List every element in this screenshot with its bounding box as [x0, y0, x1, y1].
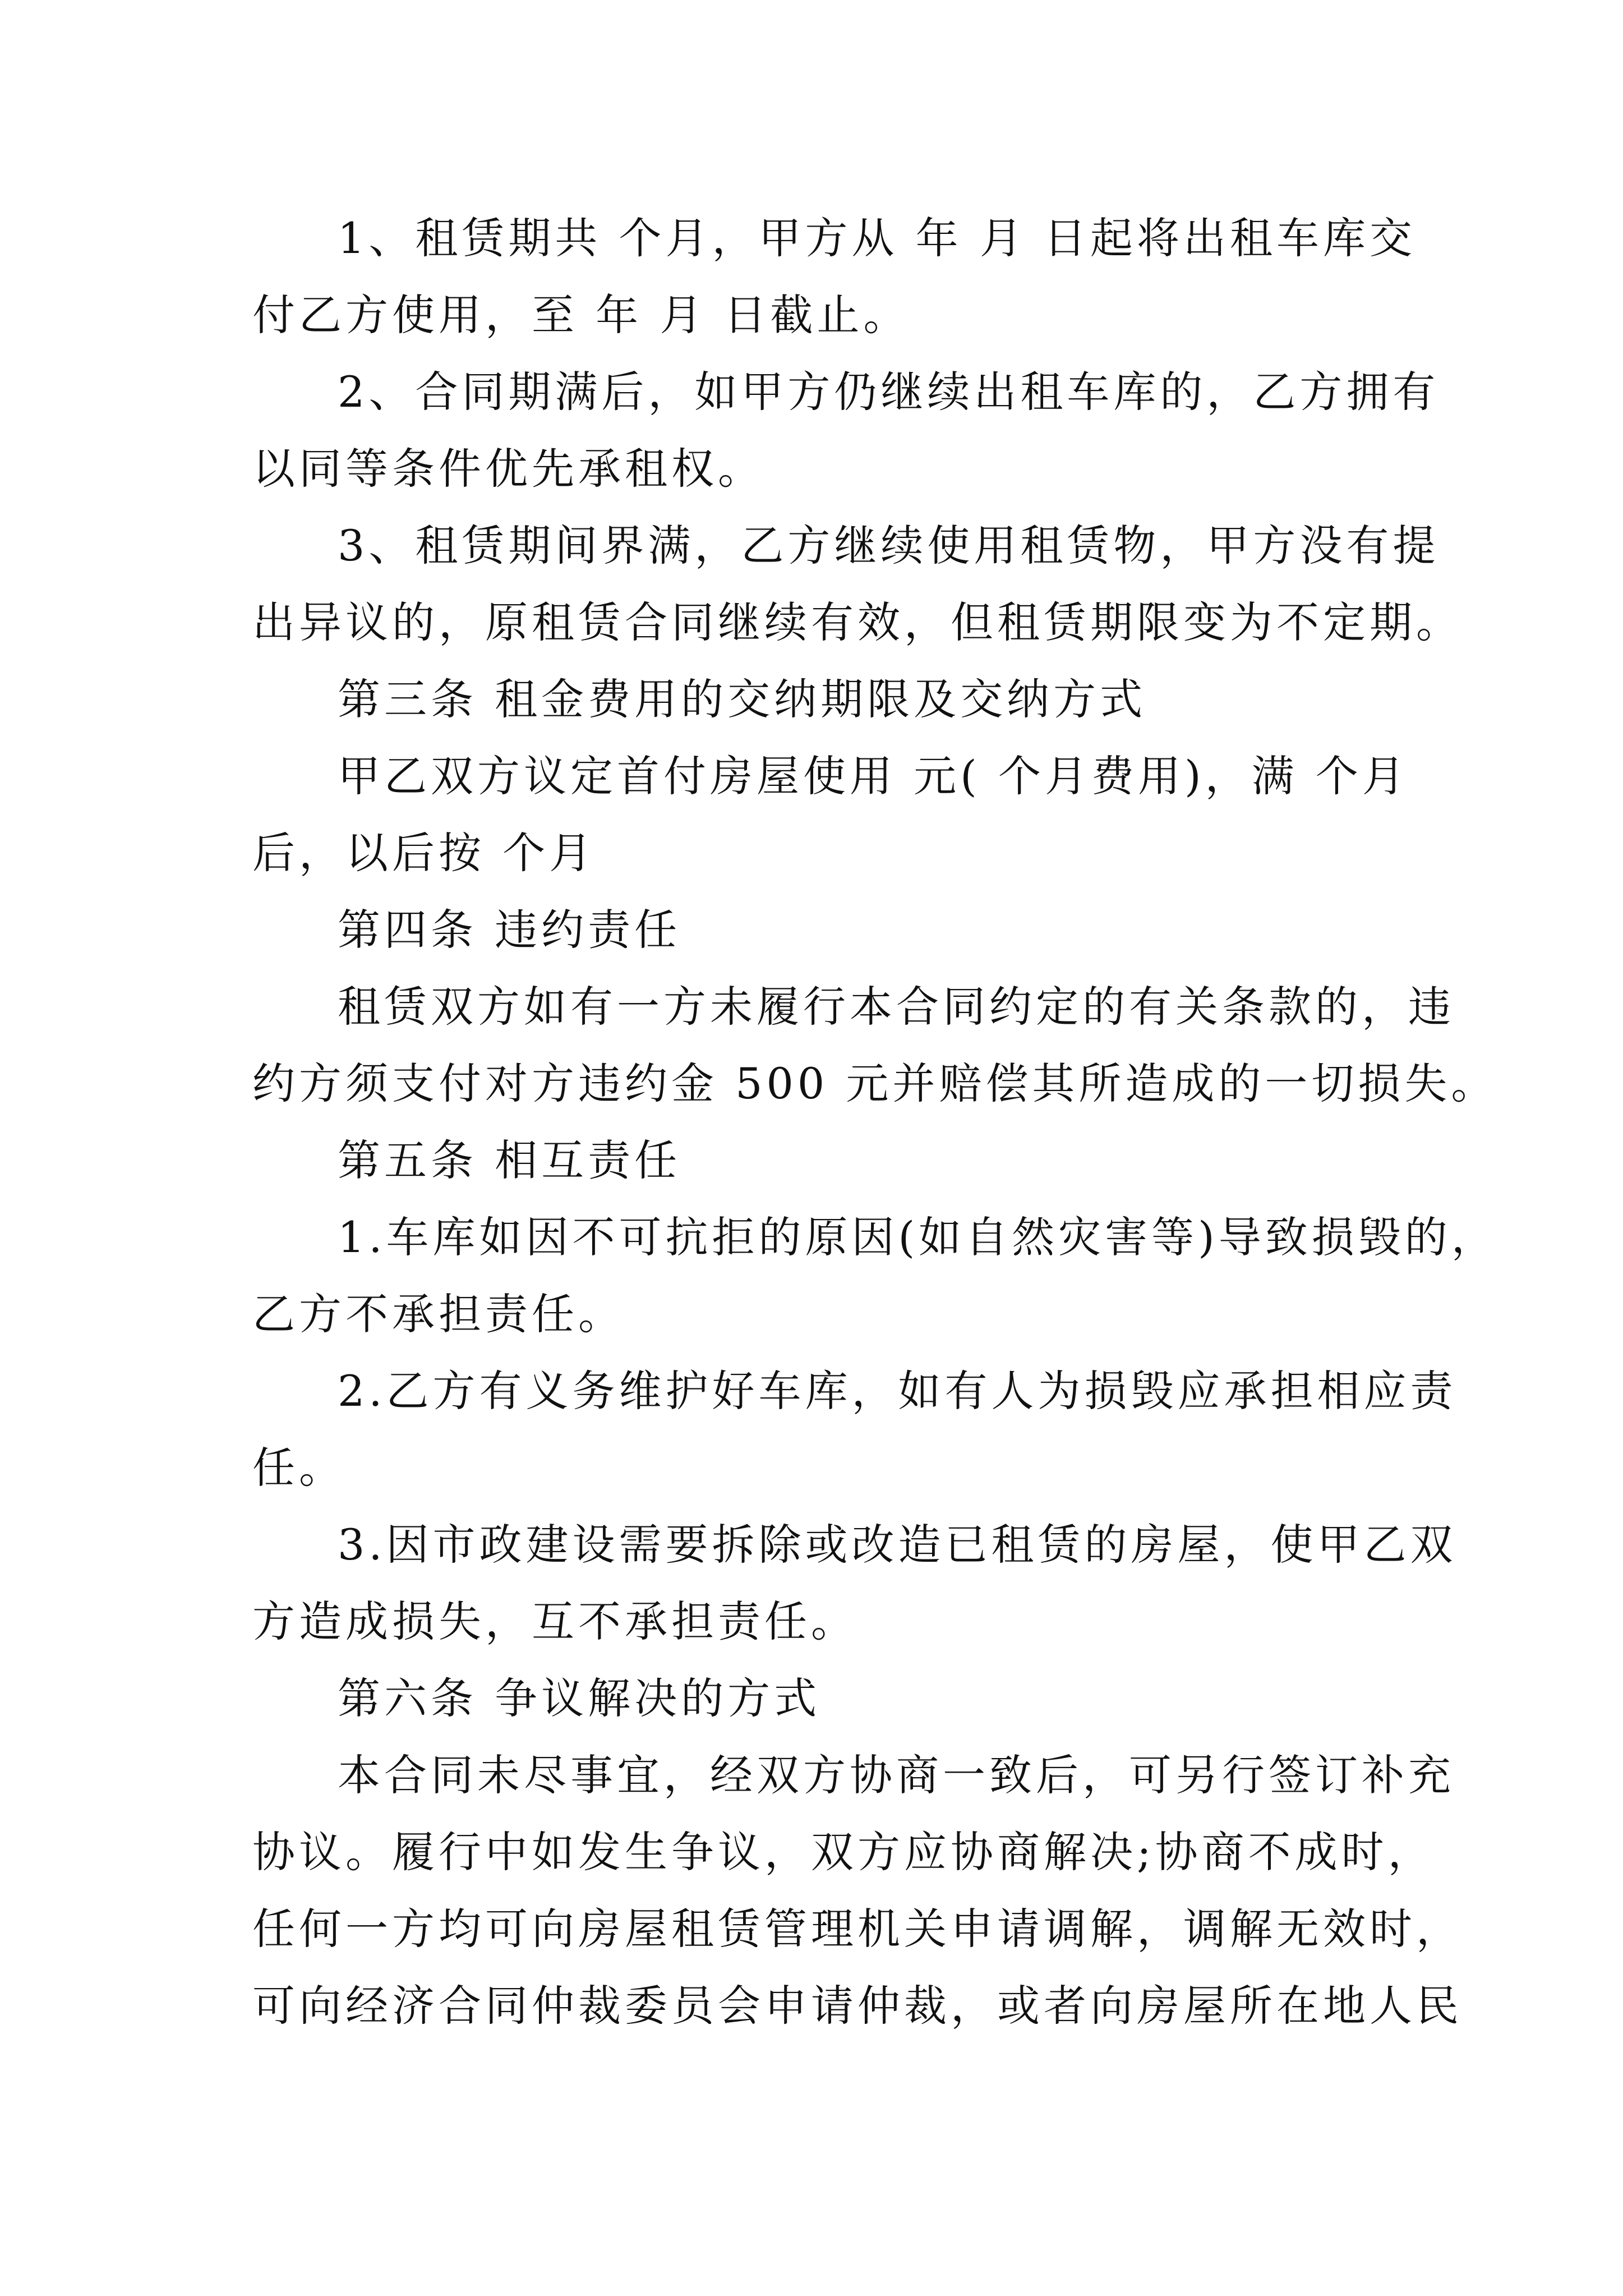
text-line: 任何一方均可向房屋租赁管理机关申请调解，调解无效时， — [252, 1904, 1463, 1954]
text-line: 2.乙方有义务维护好车库，如有人为损毁应承担相应责 — [338, 1366, 1457, 1416]
section-heading: 第三条 租金费用的交纳期限及交纳方式 — [338, 674, 1147, 724]
section-heading: 第六条 争议解决的方式 — [338, 1673, 821, 1723]
section-heading: 第五条 相互责任 — [338, 1135, 681, 1185]
text-line: 租赁双方如有一方未履行本合同约定的有关条款的，违 — [338, 982, 1455, 1032]
text-line: 后，以后按 个月 — [252, 828, 596, 878]
text-line: 协议。履行中如发生争议，双方应协商解决;协商不成时， — [252, 1827, 1435, 1877]
text-line: 任。 — [252, 1443, 345, 1493]
text-line: 方造成损失，互不承担责任。 — [252, 1596, 857, 1646]
text-line: 约方须支付对方违约金 500 元并赔偿其所造成的一切损失。 — [252, 1059, 1498, 1108]
text-line: 2、合同期满后，如甲方仍继续出租车库的，乙方拥有 — [338, 367, 1440, 417]
text-line: 出异议的，原租赁合同继续有效，但租赁期限变为不定期。 — [252, 597, 1463, 647]
text-line: 以同等条件优先承租权。 — [252, 444, 764, 494]
text-line: 1、租赁期共 个月，甲方从 年 月 日起将出租车库交 — [338, 213, 1416, 263]
text-line: 1.车库如因不可抗拒的原因(如自然灾害等)导致损毁的， — [338, 1212, 1498, 1262]
text-line: 乙方不承担责任。 — [252, 1289, 625, 1339]
text-line: 付乙方使用，至 年 月 日截止。 — [252, 290, 910, 340]
text-line: 甲乙双方议定首付房屋使用 元( 个月费用)，满 个月 — [338, 751, 1409, 801]
text-line: 3.因市政建设需要拆除或改造已租赁的房屋，使甲乙双 — [338, 1520, 1457, 1570]
text-line: 可向经济合同仲裁委员会申请仲裁，或者向房屋所在地人民 — [252, 1981, 1463, 2031]
text-line: 本合同未尽事宜，经双方协商一致后，可另行签订补充 — [338, 1750, 1455, 1800]
section-heading: 第四条 违约责任 — [338, 905, 681, 955]
text-line: 3、租赁期间界满，乙方继续使用租赁物，甲方没有提 — [338, 521, 1440, 570]
